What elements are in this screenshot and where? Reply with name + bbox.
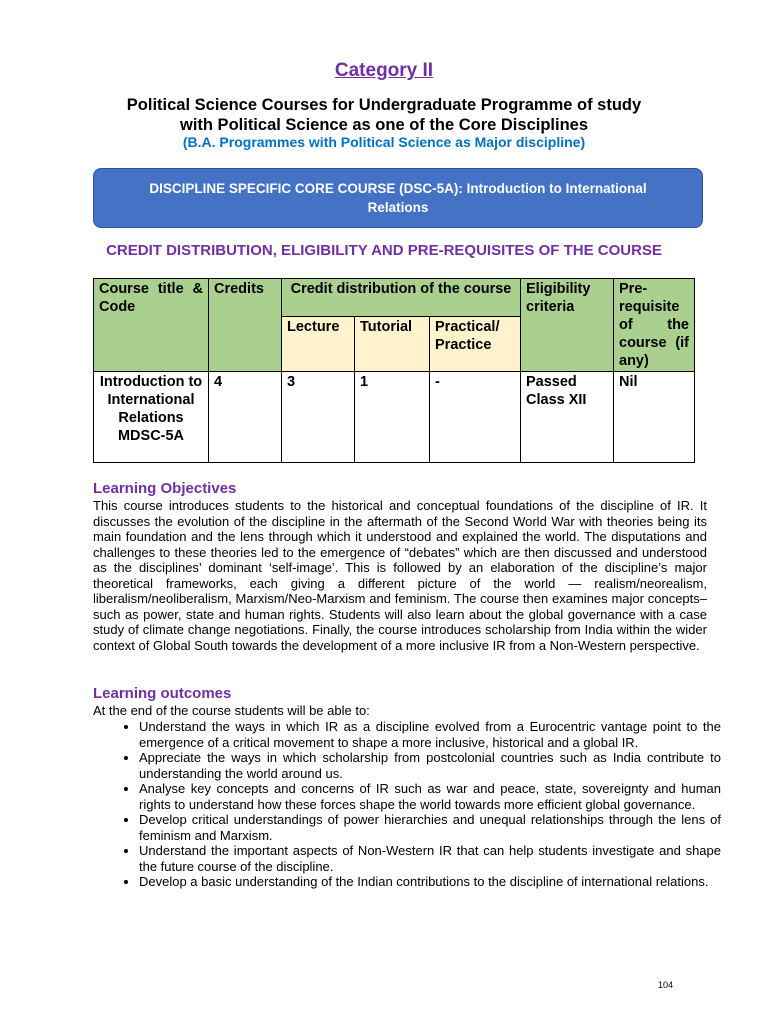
credit-distribution-heading: CREDIT DISTRIBUTION, ELIGIBILITY AND PRE-REQUISITES OF THE COURSE (106, 242, 662, 259)
header-distribution: Credit distribution of the course (282, 279, 521, 317)
list-item: • Develop a basic understanding of the Indian contributions to the discipline of international relations. (139, 874, 721, 890)
objectives-text: This course introduces students to the historical and conceptual foundations of the discipline of IR. It discusses the evolution of the discipline in the aftermath of the Second World War with theories being its main foundation and the lens through which it understood and explained the world. The disputations and challenges to these theories led to the emergence of “debates” which are then discussed and understood as the disciplines’ dominant ‘self-image’. This is followed by an elaboration of the discipline’s major theoretical frameworks, each giving a different picture of the world — realism/neorealism, liberalism/neoliberalism, Marxism/Neo-Marxism and feminism. The course then examines major concepts–such as power, state and human rights. Students will also learn about the global governance with a case study of climate change negotiations. Finally, the course introduces scholarship from India within the wider context of Global South towards the development of a more inclusive IR from a Non-Western perspective. (93, 498, 707, 653)
list-item: • Understand the important aspects of Non-Western IR that can help students investigate and shape the future course of the discipline. (139, 843, 721, 874)
outcomes-intro: At the end of the course students will be able to: (93, 703, 370, 718)
header-lecture: Lecture (282, 317, 355, 372)
header-practical: Practical/ Practice (430, 317, 521, 372)
cell-practical: - (430, 372, 521, 463)
course-banner-text: DISCIPLINE SPECIFIC CORE COURSE (DSC-5A): Introduction to International Relations (149, 181, 647, 215)
list-item: • Appreciate the ways in which scholarship from postcolonial countries such as India contribute to understanding the world around us. (139, 750, 721, 781)
cell-prerequisite: Nil (614, 372, 695, 463)
document-title (0, 95, 768, 135)
cell-tutorial: 1 (355, 372, 430, 463)
course-banner (93, 168, 703, 228)
cell-course: Introduction to International Relations MDSC-5A (94, 372, 209, 463)
outcomes-list (93, 719, 721, 890)
cell-lecture: 3 (282, 372, 355, 463)
page-number: 104 (658, 980, 674, 990)
cell-credits: 4 (209, 372, 282, 463)
header-course-title: Course title & Code (94, 279, 209, 372)
header-tutorial: Tutorial (355, 317, 430, 372)
list-item: • Understand the ways in which IR as a discipline evolved from a Eurocentric vantage point to the emergence of a critical movement to shape a more inclusive, historical and a global IR. (139, 719, 721, 750)
category-title: Category II (334, 60, 434, 81)
programme-subtitle: (B.A. Programmes with Political Science as Major discipline) (182, 134, 586, 150)
table-row (94, 372, 695, 463)
title-line-2: with Political Science as one of the Core Disciplines (179, 116, 589, 134)
header-credits: Credits (209, 279, 282, 372)
header-prerequisite: Pre-requisite of the course (if any) (614, 279, 695, 372)
cell-eligibility: Passed Class XII (521, 372, 614, 463)
title-line-1: Political Science Courses for Undergraduate Programme of study (126, 96, 642, 114)
list-item: • Analyse key concepts and concerns of IR such as war and peace, state, sovereignty and human rights to understand how these forces shape the world towards more efficient global governance. (139, 781, 721, 812)
outcomes-heading: Learning outcomes (93, 685, 232, 702)
credit-table (93, 278, 695, 463)
objectives-heading: Learning Objectives (93, 480, 237, 497)
header-eligibility: Eligibility criteria (521, 279, 614, 372)
list-item: • Develop critical understandings of power hierarchies and unequal relationships through the lens of feminism and Marxism. (139, 812, 721, 843)
